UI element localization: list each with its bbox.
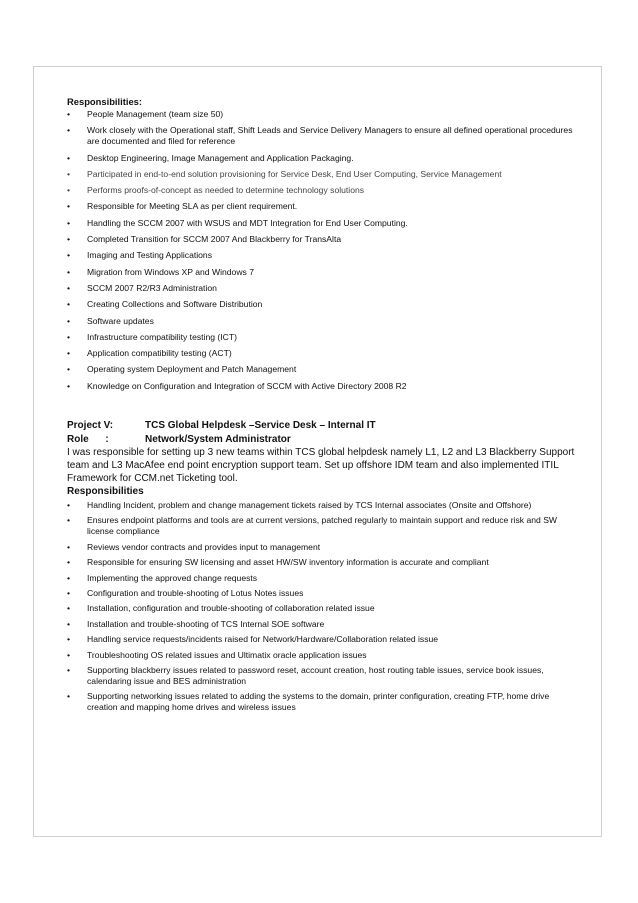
list-item bbox=[67, 267, 582, 278]
role-value: Network/System Administrator bbox=[145, 433, 291, 445]
list-item bbox=[67, 234, 582, 245]
responsibilities-heading-2: Responsibilities bbox=[67, 486, 144, 498]
bullet-icon: • bbox=[67, 603, 71, 614]
role-line bbox=[67, 433, 582, 447]
bullet-icon: • bbox=[67, 364, 71, 375]
bullet-icon: • bbox=[67, 649, 71, 660]
bullet-icon: • bbox=[67, 315, 71, 326]
list-item-text: Responsible for ensuring SW licensing and asset HW/SW inventory information is accurate and compliant bbox=[87, 557, 489, 568]
list-item-text: Creating Collections and Software Distribution bbox=[87, 299, 263, 310]
list-item-text: Handling the SCCM 2007 with WSUS and MDT Integration for End User Computing. bbox=[87, 217, 408, 228]
bullet-icon: • bbox=[67, 282, 71, 293]
list-item-text: Supporting blackberry issues related to password reset, account creation, host routing table issues, service book issues, calendaring issue and BES administration bbox=[87, 664, 544, 686]
document-body bbox=[67, 95, 582, 718]
list-item-text: Operating system Deployment and Patch Management bbox=[87, 364, 297, 375]
bullet-icon: • bbox=[67, 618, 71, 629]
list-item-text: People Management (team size 50) bbox=[87, 109, 224, 119]
list-item-text: Knowledge on Configuration and Integration of SCCM with Active Directory 2008 R2 bbox=[87, 380, 407, 391]
project-summary: I was responsible for setting up 3 new teams within TCS global helpdesk namely L1, L2 and L3 Blackberry Support team and L3 MacAfee end point encryption support team. Set up offshore IDM team and also implemented ITIL Framework for CCM.net Ticketing tool. bbox=[67, 447, 575, 485]
list-item-text: Handling service requests/incidents raised for Network/Hardware/Collaboration related issue bbox=[87, 634, 439, 645]
list-item bbox=[67, 500, 582, 511]
list-item bbox=[67, 588, 582, 599]
section-spacer bbox=[67, 397, 582, 419]
list-item bbox=[67, 185, 582, 196]
list-item bbox=[67, 348, 582, 359]
bullet-icon: • bbox=[67, 234, 71, 245]
bullet-icon: • bbox=[67, 125, 71, 136]
list-item-text: Work closely with the Operational staff, Shift Leads and Service Delivery Managers to ensure all defined operational procedures are documented and filed for reference bbox=[87, 125, 573, 147]
bullet-icon: • bbox=[67, 109, 71, 119]
list-item-text: Installation, configuration and trouble-shooting of collaboration related issue bbox=[87, 603, 375, 614]
bullet-icon: • bbox=[67, 572, 71, 583]
role-label: Role : bbox=[67, 433, 109, 445]
list-item-text: Infrastructure compatibility testing (ICT) bbox=[87, 331, 237, 342]
list-item-text: Responsible for Meeting SLA as per client requirement. bbox=[87, 201, 298, 212]
list-item-text: Migration from Windows XP and Windows 7 bbox=[87, 266, 255, 277]
list-item-text: Handling Incident, problem and change management tickets raised by TCS Internal associates (Onsite and Offshore) bbox=[87, 500, 532, 511]
bullet-icon: • bbox=[67, 691, 71, 702]
list-item bbox=[67, 557, 582, 568]
responsibilities-heading: Responsibilities: bbox=[67, 96, 143, 107]
list-item-text: Performs proofs-of-concept as needed to determine technology solutions bbox=[87, 185, 365, 196]
list-item bbox=[67, 218, 582, 229]
list-item-text: Configuration and trouble-shooting of Lotus Notes issues bbox=[87, 588, 304, 598]
bullet-icon: • bbox=[67, 185, 71, 196]
bullet-icon: • bbox=[67, 168, 71, 179]
list-item-text: Desktop Engineering, Image Management and Application Packaging. bbox=[87, 152, 354, 163]
list-item-text: Installation and trouble-shooting of TCS Internal SOE software bbox=[87, 618, 325, 629]
list-item bbox=[67, 125, 582, 147]
project-line bbox=[67, 419, 582, 433]
list-item bbox=[67, 515, 582, 537]
responsibilities-list-2 bbox=[67, 500, 582, 713]
list-item bbox=[67, 542, 582, 553]
list-item-text: Implementing the approved change requests bbox=[87, 572, 258, 583]
bullet-icon: • bbox=[67, 201, 71, 212]
list-item bbox=[67, 332, 582, 343]
bullet-icon: • bbox=[67, 664, 71, 675]
bullet-icon: • bbox=[67, 331, 71, 342]
list-item bbox=[67, 650, 582, 661]
list-item-text: Supporting networking issues related to adding the systems to the domain, printer configuration, creating FTP, home drive creation and mapping home drives and wireless issues bbox=[87, 691, 550, 713]
bullet-icon: • bbox=[67, 380, 71, 391]
project-label: Project V: bbox=[67, 420, 114, 432]
list-item bbox=[67, 691, 582, 713]
bullet-icon: • bbox=[67, 266, 71, 277]
list-item bbox=[67, 283, 582, 294]
bullet-icon: • bbox=[67, 250, 71, 261]
list-item-text: Ensures endpoint platforms and tools are at current versions, patched regularly to maintain support and reduce risk and SW license compliance bbox=[87, 515, 558, 537]
bullet-icon: • bbox=[67, 515, 71, 526]
list-item bbox=[67, 169, 582, 180]
bullet-icon: • bbox=[67, 217, 71, 228]
list-item bbox=[67, 573, 582, 584]
list-item-text: Application compatibility testing (ACT) bbox=[87, 348, 232, 359]
list-item bbox=[67, 201, 582, 212]
list-item bbox=[67, 250, 582, 261]
bullet-icon: • bbox=[67, 557, 71, 568]
list-item-text: Reviews vendor contracts and provides input to management bbox=[87, 541, 321, 552]
list-item-text: Participated in end-to-end solution provisioning for Service Desk, End User Computing, Service Management bbox=[87, 168, 502, 179]
bullet-icon: • bbox=[67, 299, 71, 310]
responsibilities-list bbox=[67, 109, 582, 392]
project-value: TCS Global Helpdesk –Service Desk – Internal IT bbox=[145, 420, 376, 432]
bullet-icon: • bbox=[67, 152, 71, 163]
list-item bbox=[67, 153, 582, 164]
bullet-icon: • bbox=[67, 541, 71, 552]
list-item-text: SCCM 2007 R2/R3 Administration bbox=[87, 282, 217, 293]
list-item bbox=[67, 364, 582, 375]
bullet-icon: • bbox=[67, 588, 71, 598]
bullet-icon: • bbox=[67, 500, 71, 511]
list-item bbox=[67, 603, 582, 614]
list-item-text: Troubleshooting OS related issues and Ultimatix oracle application issues bbox=[87, 649, 367, 660]
bullet-icon: • bbox=[67, 634, 71, 645]
list-item bbox=[67, 299, 582, 310]
list-item bbox=[67, 634, 582, 645]
list-item-text: Completed Transition for SCCM 2007 And Blackberry for TransAlta bbox=[87, 234, 342, 245]
list-item bbox=[67, 665, 582, 687]
list-item bbox=[67, 381, 582, 392]
list-item bbox=[67, 109, 582, 120]
bullet-icon: • bbox=[67, 348, 71, 359]
list-item-text: Software updates bbox=[87, 315, 154, 326]
list-item-text: Imaging and Testing Applications bbox=[87, 250, 213, 261]
list-item bbox=[67, 619, 582, 630]
list-item bbox=[67, 316, 582, 327]
